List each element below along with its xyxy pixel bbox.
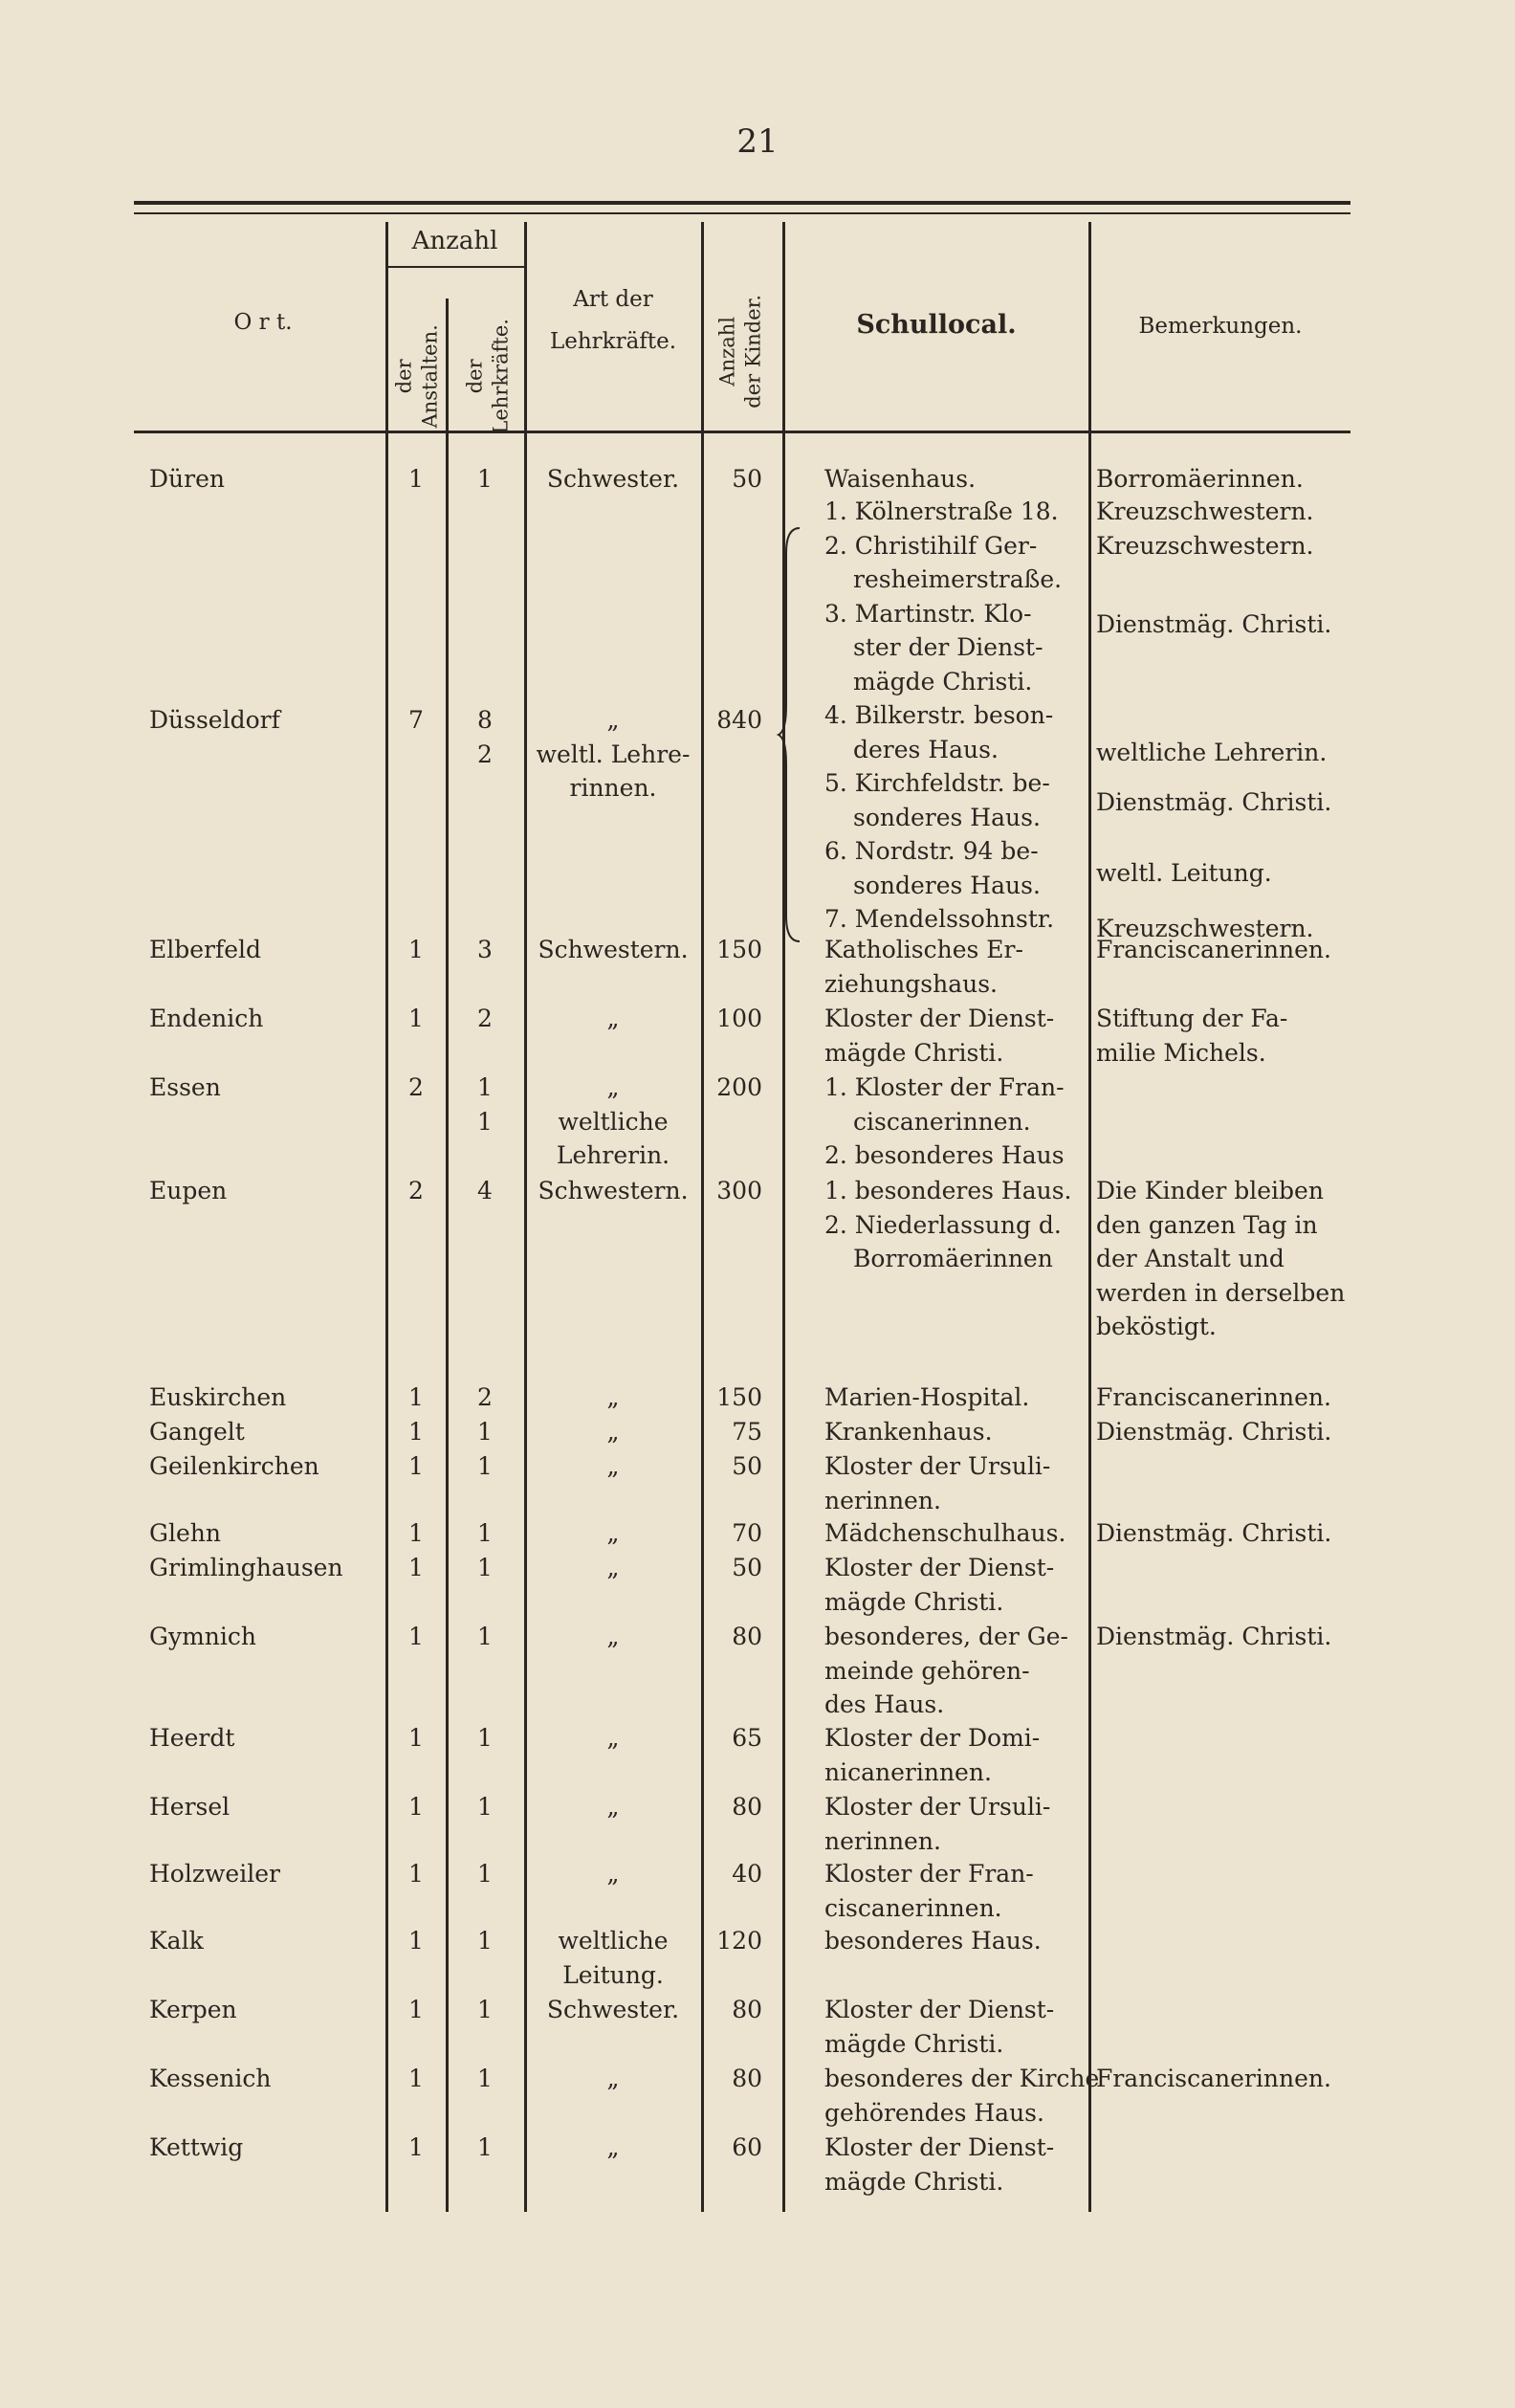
row-art: „ [606,1860,620,1888]
row-kinder: 80 [732,1793,762,1821]
row-kinder: 75 [732,1418,762,1446]
row-lehrkraefte: 1 [477,2065,493,2092]
row-kinder: 150 [716,1383,762,1411]
row-kinder: 200 [716,1073,762,1101]
row-ort: Eupen [149,1177,228,1204]
row-anstalten: 1 [408,1793,424,1821]
row-art: weltl. Lehre- [536,740,691,768]
row-anstalten: 2 [408,1177,424,1204]
row-art: Leitung. [562,1960,664,1989]
row-bemerkung-line: Kreuzschwestern. [1096,532,1314,560]
row-bemerkung-line: Die Kinder bleiben [1096,1177,1324,1204]
row-art: „ [606,1724,620,1752]
header-bemerkungen: Bemerkungen. [1138,314,1303,339]
row-kinder: 120 [716,1927,762,1955]
row-ort: Essen [149,1073,221,1101]
row-anstalten: 1 [408,1860,424,1888]
row-lehrkraefte: 1 [477,1860,493,1888]
row-ort: Düsseldorf [149,706,280,734]
row-schullocal-line: 5. Kirchfeldstr. be- [824,769,1050,797]
row-art: Lehrerin. [556,1141,670,1169]
row-art: Schwester. [546,1996,680,2023]
header-art-der-lehrkraefte: Art der Lehrkräfte. [549,287,676,354]
row-lehrkraefte: 1 [477,1452,493,1480]
row-anstalten: 1 [408,1005,424,1032]
row-art: „ [606,1554,620,1581]
row-anstalten: 7 [408,706,424,734]
row-anstalten: 1 [408,1927,424,1955]
row-bemerkung-line: weltliche Lehrerin. [1096,739,1328,766]
top-rule-thin [134,212,1350,214]
row-art: „ [606,1418,620,1446]
row-schullocal-line: sonderes Haus. [853,803,1041,831]
row-lehrkraefte: 1 [477,1554,493,1581]
row-ort: Hersel [149,1793,231,1821]
row-schullocal-line: mägde Christi. [824,1038,1004,1067]
row-kinder: 840 [716,706,762,734]
row-bemerkung-line: Borromäerinnen. [1096,465,1304,493]
anzahl-underline [385,266,524,268]
row-ort: Kessenich [149,2065,272,2092]
row-bemerkung-line: werden in derselben [1096,1278,1346,1307]
row-bemerkung-line: Kreuzschwestern. [1096,497,1314,525]
row-bemerkung-line: Franciscanerinnen. [1096,936,1331,963]
row-bemerkung-line: den ganzen Tag in [1096,1210,1318,1239]
row-schullocal-line: nerinnen. [824,1486,941,1514]
row-anstalten: 1 [408,1996,424,2023]
row-schullocal-line: mägde Christi. [853,667,1033,696]
row-schullocal-line: mägde Christi. [824,2029,1004,2058]
row-schullocal-line: Kloster der Ursuli- [824,1452,1051,1480]
row-anstalten: 1 [408,1418,424,1446]
row-schullocal-line: Marien-Hospital. [824,1383,1030,1411]
row-ort: Elberfeld [149,936,262,963]
row-schullocal-line: Krankenhaus. [824,1418,993,1446]
row-bemerkung-line: Stiftung der Fa- [1096,1005,1288,1032]
row-art: „ [606,1519,620,1547]
row-schullocal-line: 2. Christihilf Ger- [824,531,1038,560]
row-ort: Euskirchen [149,1383,287,1411]
row-art: Schwestern. [538,936,689,963]
row-schullocal-line: Kloster der Fran- [824,1860,1034,1888]
row-bemerkung-line: milie Michels. [1096,1038,1266,1067]
row-ort: Grimlinghausen [149,1554,343,1581]
row-kinder: 80 [732,1623,762,1650]
duesseldorf-brace [777,524,805,945]
row-art: „ [606,1073,620,1101]
row-lehrkraefte: 1 [477,1996,493,2023]
row-schullocal-line: 2. Niederlassung d. [824,1210,1062,1239]
row-schullocal-line: mägde Christi. [824,2167,1004,2196]
row-art: „ [606,1005,620,1032]
row-art: „ [606,1383,620,1411]
row-ort: Holzweiler [149,1860,280,1888]
row-lehrkraefte: 1 [477,1418,493,1446]
row-schullocal-line: Mädchenschulhaus. [824,1519,1066,1547]
header-bottom-rule [134,431,1350,433]
row-bemerkung-line: Franciscanerinnen. [1096,1383,1331,1411]
row-schullocal-line: ciscanerinnen. [853,1107,1031,1136]
row-bemerkung-line: Dienstmäg. Christi. [1096,788,1332,816]
row-lehrkraefte: 1 [477,1793,493,1821]
col-line-1 [385,222,388,2212]
row-schullocal-line: Kloster der Dienst- [824,1996,1055,2023]
row-art: „ [606,2065,620,2092]
header-ort: O r t. [233,310,293,335]
row-anstalten: 1 [408,1519,424,1547]
row-anstalten: 1 [408,1724,424,1752]
row-bemerkung-line: Dienstmäg. Christi. [1096,610,1332,638]
row-schullocal-line: resheimerstraße. [853,565,1063,593]
row-schullocal-line: 7. Mendelssohnstr. [824,905,1055,933]
row-kinder: 65 [732,1724,762,1752]
row-ort: Gangelt [149,1418,245,1446]
row-schullocal-line: 1. besonderes Haus. [824,1177,1072,1204]
row-lehrkraefte: 2 [477,1005,493,1032]
header-anzahl-der-kinder: Anzahl der Kinder. [715,294,765,409]
row-schullocal-line: nicanerinnen. [824,1757,992,1786]
row-art: weltliche [558,1107,669,1136]
row-lehrkraefte: 4 [477,1177,493,1204]
row-anstalten: 1 [408,1623,424,1650]
row-anstalten: 1 [408,2133,424,2161]
row-schullocal-line: 1. Kölnerstraße 18. [824,497,1059,525]
row-schullocal-line: nerinnen. [824,1826,941,1855]
row-ort: Kalk [149,1927,204,1955]
row-lehrkraefte: 1 [477,2133,493,2161]
row-anstalten: 1 [408,2065,424,2092]
row-kinder: 70 [732,1519,762,1547]
row-kinder: 40 [732,1860,762,1888]
row-art: rinnen. [569,774,657,802]
row-schullocal-line: ster der Dienst- [853,633,1043,661]
row-kinder: 50 [732,1554,762,1581]
row-ort: Düren [149,465,225,493]
row-schullocal-line: Borromäerinnen [853,1245,1053,1272]
row-schullocal-line: gehörendes Haus. [824,2098,1044,2127]
row-schullocal-line: besonderes Haus. [824,1927,1042,1955]
row-kinder: 300 [716,1177,762,1204]
row-ort: Kettwig [149,2133,244,2161]
row-bemerkung-line: Kreuzschwestern. [1096,915,1314,942]
row-lehrkraefte: 1 [477,1724,493,1752]
row-schullocal-line: 4. Bilkerstr. beson- [824,701,1054,729]
top-rule-thick [134,201,1350,205]
row-anstalten: 1 [408,1452,424,1480]
row-schullocal-line: Kloster der Domi- [824,1724,1041,1752]
row-bemerkung-line: beköstigt. [1096,1313,1217,1340]
row-kinder: 150 [716,936,762,963]
row-art: Schwester. [546,465,680,493]
row-schullocal-line: Waisenhaus. [824,465,977,493]
row-lehrkraefte: 1 [477,1927,493,1955]
header-der-lehrkraefte: der Lehrkräfte. [463,319,513,434]
row-kinder: 50 [732,1452,762,1480]
row-schullocal-line: ziehungshaus. [824,969,998,998]
row-bemerkung-line: Dienstmäg. Christi. [1096,1418,1332,1446]
row-ort: Gymnich [149,1623,256,1650]
row-lehrkraefte: 2 [477,1383,493,1411]
row-bemerkung-line: Franciscanerinnen. [1096,2065,1331,2092]
row-ort: Kerpen [149,1996,237,2023]
row-bemerkung-line: Dienstmäg. Christi. [1096,1623,1332,1650]
row-schullocal-line: Kloster der Dienst- [824,1005,1055,1032]
row-kinder: 100 [716,1005,762,1032]
header-schullocal: Schullocal. [856,310,1017,340]
row-bemerkung-line: der Anstalt und [1096,1245,1284,1272]
row-ort: Geilenkirchen [149,1452,319,1480]
row-schullocal-line: Kloster der Dienst- [824,2133,1055,2161]
row-schullocal-line: ciscanerinnen. [824,1893,1002,1922]
row-lehrkraefte: 1 [477,1107,493,1136]
header-der-anstalten: der Anstalten. [392,324,442,429]
row-art: weltliche [558,1927,669,1955]
page-number: 21 [736,122,779,161]
row-lehrkraefte: 8 [477,706,493,734]
row-schullocal-line: sonderes Haus. [853,871,1041,899]
row-schullocal-line: mägde Christi. [824,1587,1004,1616]
row-lehrkraefte: 2 [477,740,493,768]
row-ort: Endenich [149,1005,264,1032]
row-schullocal-line: Kloster der Ursuli- [824,1793,1051,1821]
row-schullocal-line: 6. Nordstr. 94 be- [824,837,1039,865]
row-schullocal-line: 2. besonderes Haus [824,1141,1065,1169]
row-anstalten: 2 [408,1073,424,1101]
row-art: Schwestern. [538,1177,689,1204]
col-line-2 [446,298,449,2212]
row-ort: Glehn [149,1519,221,1547]
row-anstalten: 1 [408,1554,424,1581]
row-schullocal-line: Katholisches Er- [824,936,1023,963]
row-schullocal-line: deres Haus. [853,735,999,763]
row-lehrkraefte: 3 [477,936,493,963]
row-lehrkraefte: 1 [477,1073,493,1101]
col-line-4 [701,222,704,2212]
row-bemerkung-line: weltl. Leitung. [1096,859,1272,887]
row-anstalten: 1 [408,465,424,493]
row-bemerkung-line: Dienstmäg. Christi. [1096,1519,1332,1547]
row-schullocal-line: 1. Kloster der Fran- [824,1073,1065,1101]
col-line-3 [524,222,527,2212]
row-ort: Heerdt [149,1724,235,1752]
row-kinder: 80 [732,2065,762,2092]
row-art: „ [606,1623,620,1650]
row-schullocal-line: 3. Martinstr. Klo- [824,599,1032,628]
row-art: „ [606,1793,620,1821]
row-art: „ [606,706,620,734]
row-anstalten: 1 [408,936,424,963]
row-schullocal-line: des Haus. [824,1690,945,1718]
row-lehrkraefte: 1 [477,1623,493,1650]
row-art: „ [606,2133,620,2161]
row-schullocal-line: Kloster der Dienst- [824,1554,1055,1581]
row-kinder: 50 [732,465,762,493]
row-kinder: 60 [732,2133,762,2161]
row-art: „ [606,1452,620,1480]
row-lehrkraefte: 1 [477,465,493,493]
row-anstalten: 1 [408,1383,424,1411]
row-schullocal-line: meinde gehören- [824,1656,1030,1685]
header-anzahl: Anzahl [411,227,498,255]
row-schullocal-line: besonderes, der Ge- [824,1623,1068,1650]
row-kinder: 80 [732,1996,762,2023]
row-schullocal-line: besonderes der Kirche [824,2065,1100,2092]
row-lehrkraefte: 1 [477,1519,493,1547]
col-line-5 [782,222,785,2212]
